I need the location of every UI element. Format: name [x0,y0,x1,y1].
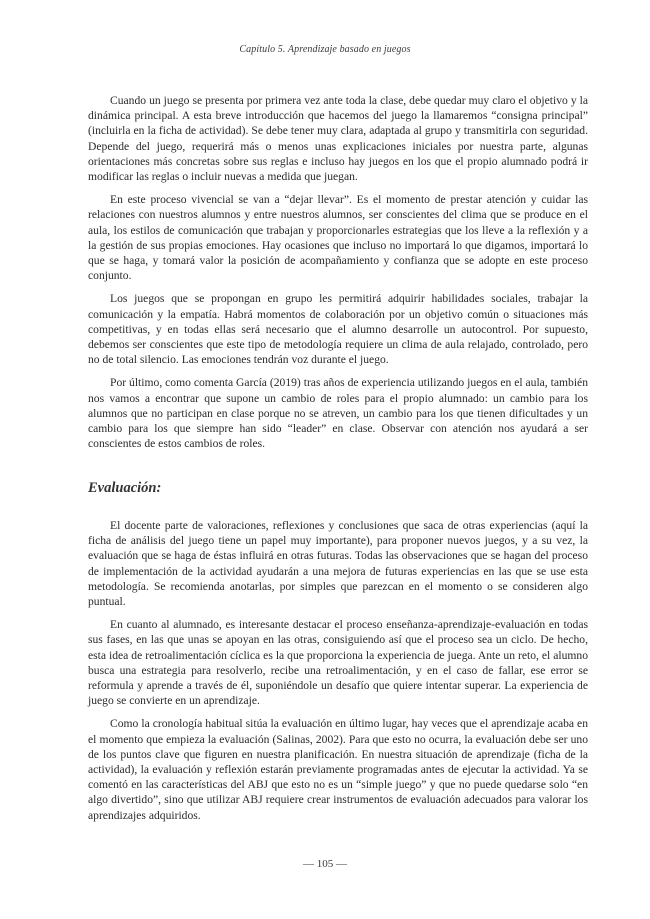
running-head: Capítulo 5. Aprendizaje basado en juegos [239,44,411,55]
body-text-bottom [88,518,588,823]
body-text-top [88,93,588,451]
page-number: — 105 — [303,858,347,870]
paragraph: El docente parte de valoraciones, reflexiones y conclusiones que saca de otras experiencias (aquí la ficha de análisis del juego tiene un papel muy importante), para proponer nuevos juegos, y a su vez, la evaluación que se haga de éstas influirá en otras futuras. Todas las observaciones que se hagan del proceso de implementación de la actividad ayudarán a una mejora de futuras experiencias en las que se use esta metodología. Se recomienda anotarlas, por simples que parezcan en el momento o se consideren algo puntual. [88,519,588,609]
paragraph: Como la cronología habitual sitúa la evaluación en último lugar, hay veces que el aprendizaje acaba en el momento que empieza la evaluación (Salinas, 2002). Para que esto no ocurra, la evaluación debe ser uno de los puntos clave que figuren en nuestra planificación. En nuestra situación de aprendizaje (ficha de la actividad), la evaluación y reflexión estarán previamente programadas antes de ejecutar la actividad. Ya se comentó en las características del ABJ que esto no es un “simple juego” y que no puede quedarse solo “en algo divertido”, sino que utilizar ABJ requiere crear instrumentos de evaluación adecuados para valorar los aprendizajes adquiridos. [88,717,588,822]
paragraph: Cuando un juego se presenta por primera vez ante toda la clase, debe quedar muy claro el objetivo y la dinámica principal. A esta breve introducción que hacemos del juego la llamaremos “consigna principal” (incluirla en la ficha de actividad). Se debe tener muy clara, adaptada al grupo y transmitirla con seguridad. Depende del juego, requerirá más o menos unas explicaciones iniciales por nuestra parte, algunas orientaciones más concretas sobre sus reglas e incluso hay juegos en los que el propio alumnado podrá ir modificar las reglas o incluir nuevas a medida que juegan. [88,94,588,184]
paragraph: Por último, como comenta García (2019) tras años de experiencia utilizando juegos en el aula, también nos vamos a encontrar que supone un cambio de roles para el propio alumnado: un cambio para los alumnos que no participan en clase porque no se atreven, un cambio para los que tienen dificultades y un cambio para los que siempre han sido “leader” en clase. Observar con atención nos ayudará a ser conscientes de estos cambios de roles. [88,376,588,451]
paragraph: En este proceso vivencial se van a “dejar llevar”. Es el momento de prestar atención y cuidar las relaciones con nuestros alumnos y entre nuestros alumnos, ser conscientes del clima que se produce en el aula, los estilos de comunicación que trabajan y proporcionarles estrategias que los lleve a la reflexión y a la gestión de sus propias emociones. Hay ocasiones que incluso no importará lo que digamos, importará lo que se haga, y tomará valor la posición de acompañamiento y confianza que se adopte en este proceso conjunto. [88,193,588,283]
paragraph: En cuanto al alumnado, es interesante destacar el proceso enseñanza-aprendizaje-evaluación en todas sus fases, en las que unas se apoyan en las otras, consiguiendo así que el proceso sea un ciclo. De hecho, esta idea de retroalimentación cíclica es la que proporciona la experiencia de juega. Ante un reto, el alumno busca una estrategia para resolverlo, recibe una retroalimentación, y en el caso de fallar, ese error se reformula y aprende a través de él, suponiéndole un desafío que quiere intentar superar. La experiencia de juego se convierte en un aprendizaje. [88,618,588,708]
section-heading: Evaluación: [88,480,162,496]
paragraph: Los juegos que se propongan en grupo les permitirá adquirir habilidades sociales, trabajar la comunicación y la empatía. Habrá momentos de colaboración por un objetivo común o situaciones más competitivas, y en todas ellas será necesario que el alumno desarrolle un autocontrol. Por supuesto, debemos ser conscientes que este tipo de metodología requiere un clima de aula relajado, controlado, pero no de total silencio. Las emociones tendrán voz durante el juego. [88,292,588,367]
